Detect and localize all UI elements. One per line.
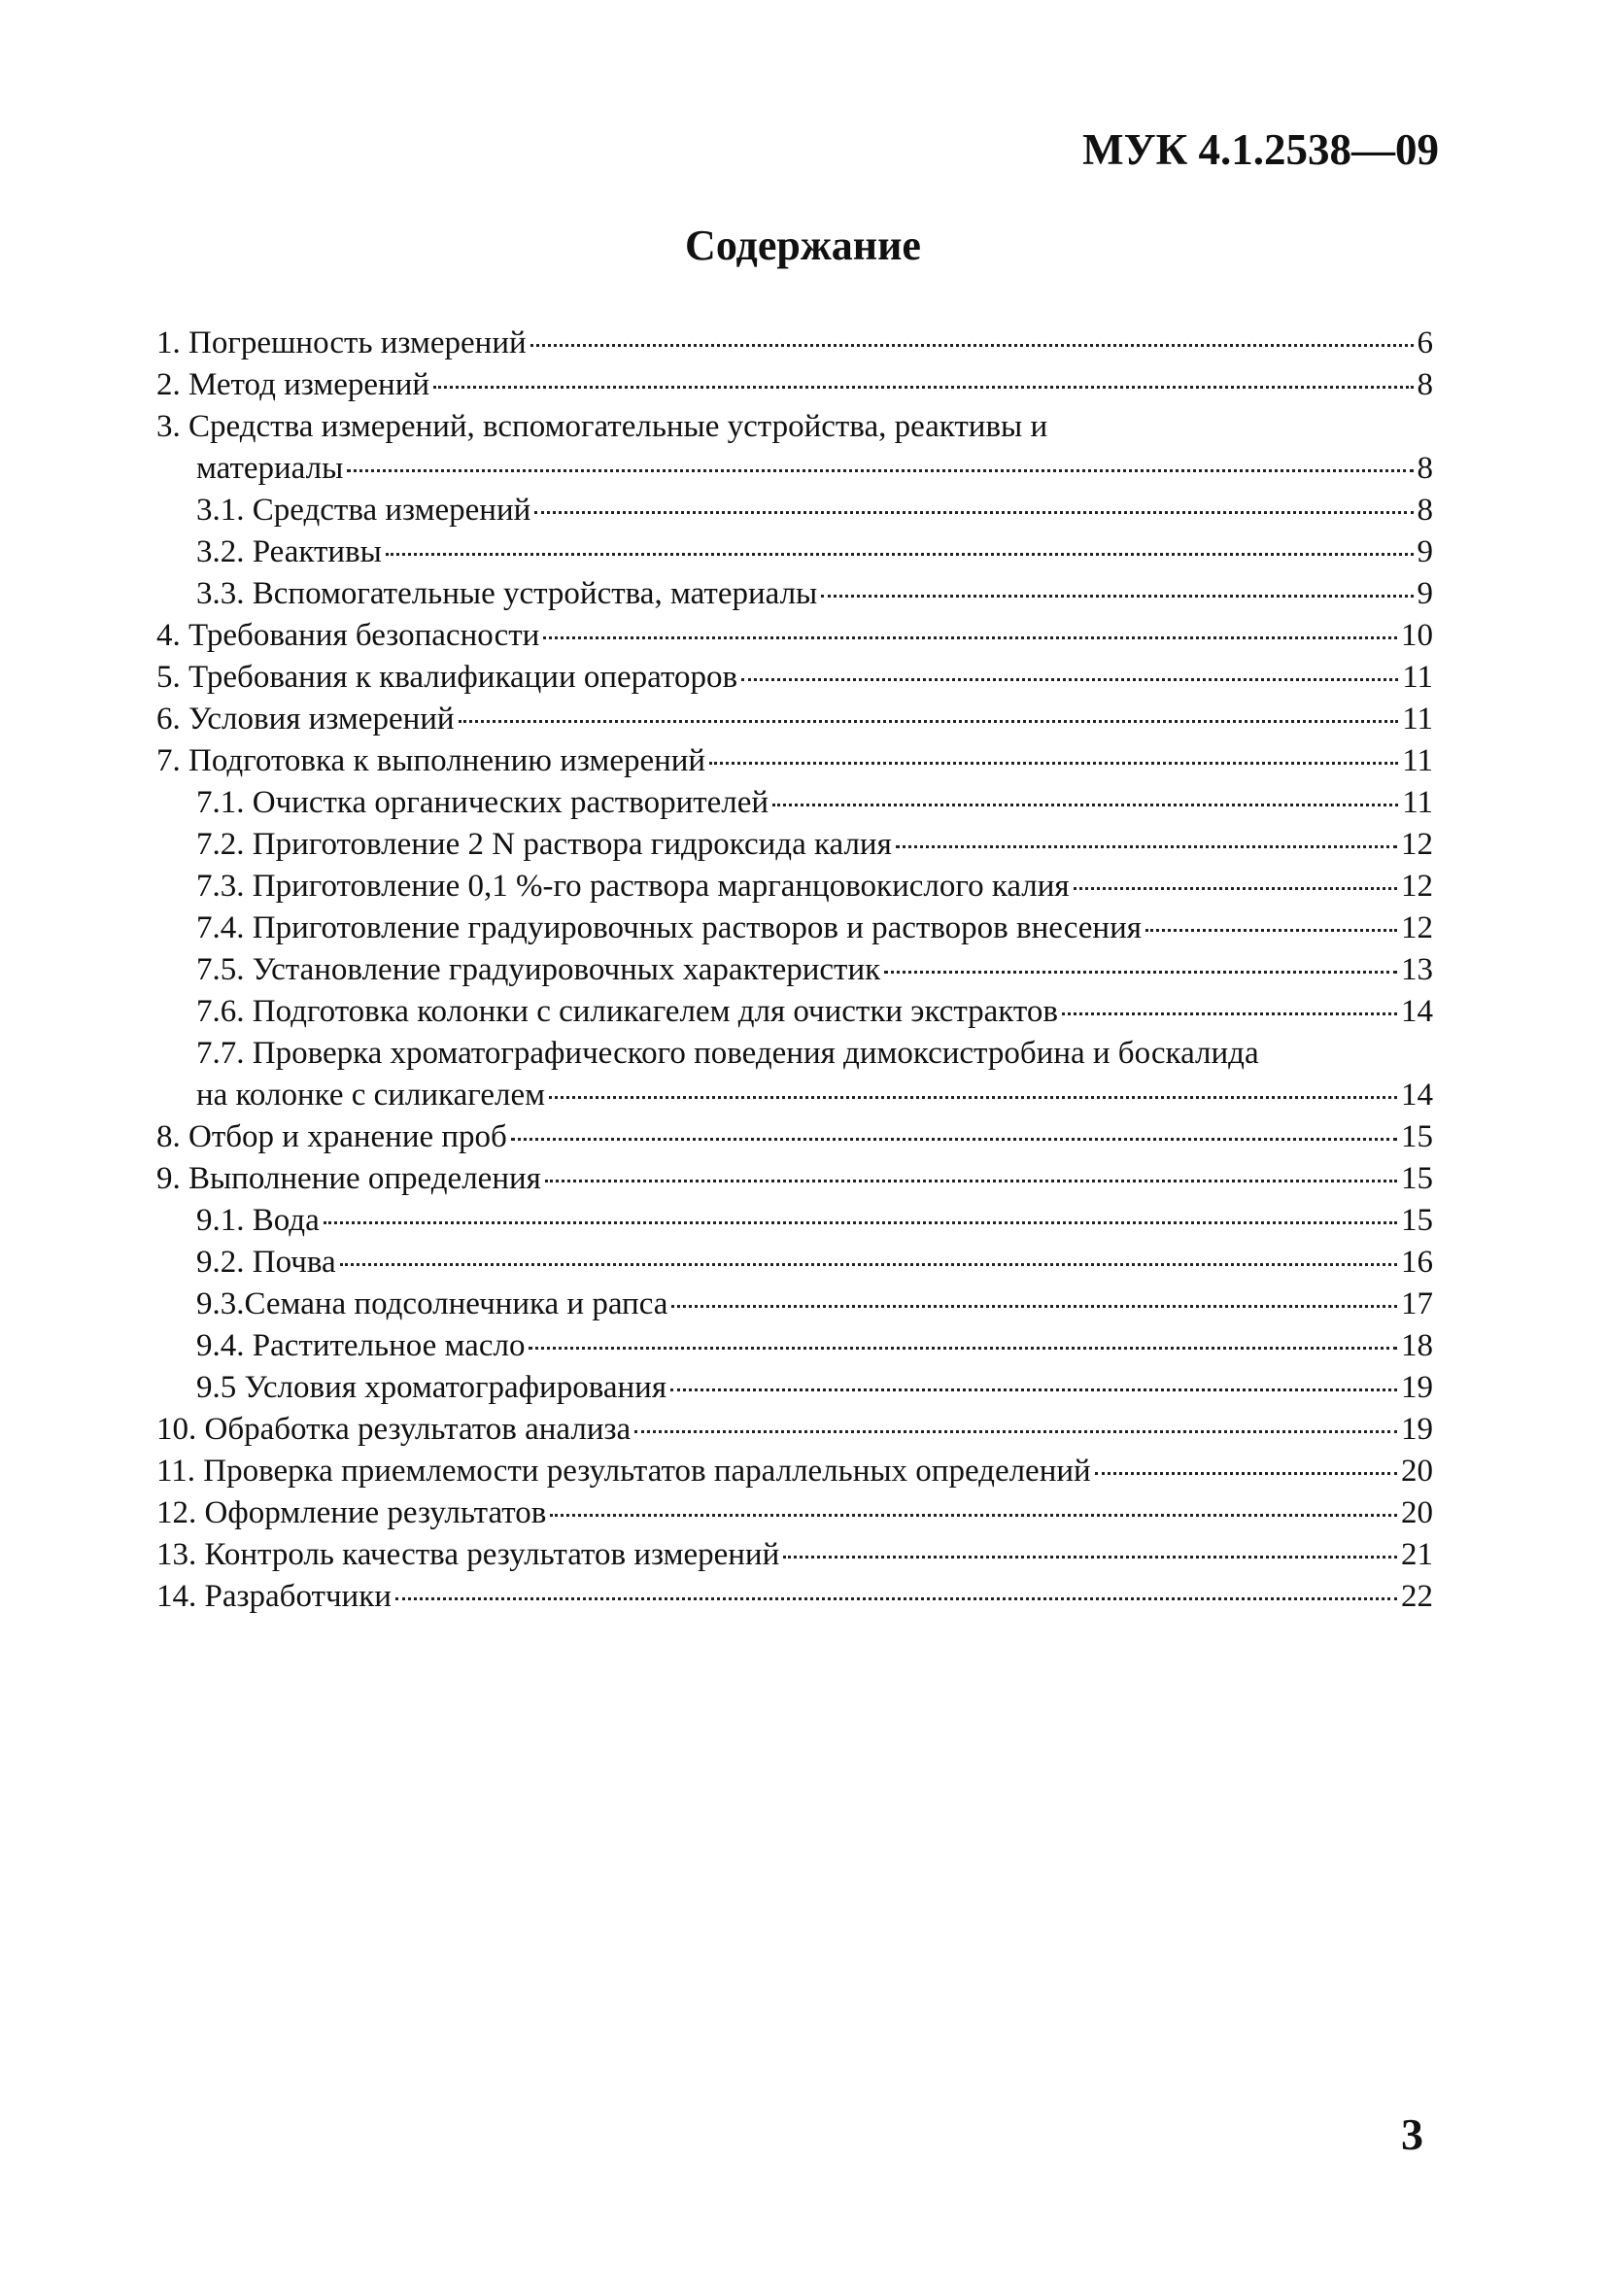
- leader-dots: [821, 595, 1413, 598]
- leader-dots: [433, 386, 1413, 389]
- leader-dots: [671, 1305, 1397, 1308]
- toc-entry-page: 8: [1417, 367, 1433, 402]
- toc-entry-title: 7.2. Приготовление 2 N раствора гидроксида калия: [196, 827, 892, 862]
- leader-dots: [1062, 1012, 1397, 1015]
- toc-entry-title-line1: 7.7. Проверка хроматографического поведения димоксистробина и боскалида: [196, 1036, 1259, 1071]
- toc-entry-7-5: [156, 949, 1433, 991]
- toc-entry-title: 3.1. Средства измерений: [196, 493, 531, 528]
- leader-dots: [324, 1221, 1397, 1224]
- toc-entry-title: 7.6. Подготовка колонки с силикагелем для очистки экстрактов: [196, 994, 1058, 1029]
- toc-entry-14: [156, 1576, 1433, 1618]
- leader-dots: [340, 1263, 1397, 1266]
- leader-dots: [634, 1430, 1397, 1433]
- toc-entry-6: [156, 699, 1433, 740]
- toc-entry-9-4: [156, 1325, 1433, 1367]
- toc-entry-title: 7.1. Очистка органических растворителей: [196, 785, 769, 820]
- toc-entry-page: 11: [1402, 702, 1433, 737]
- toc-entry-page: 15: [1401, 1203, 1433, 1238]
- toc-entry-title: 7.4. Приготовление градуировочных растворов и растворов внесения: [196, 910, 1142, 945]
- toc-entry-7-1: [156, 782, 1433, 824]
- table-of-contents: [156, 323, 1433, 1618]
- toc-entry-12: [156, 1492, 1433, 1534]
- toc-entry-page: 18: [1401, 1328, 1433, 1363]
- toc-entry-title: 9.1. Вода: [196, 1203, 320, 1238]
- leader-dots: [529, 1347, 1397, 1350]
- toc-entry-page: 13: [1401, 952, 1433, 987]
- toc-entry-title: 4. Требования безопасности: [156, 618, 540, 653]
- toc-entry-page: 20: [1401, 1454, 1433, 1489]
- leader-dots: [896, 845, 1397, 848]
- toc-entry-page: 11: [1402, 660, 1433, 695]
- toc-entry-title-line2: на колонке с силикагелем: [196, 1078, 545, 1113]
- toc-entry-title: 7. Подготовка к выполнению измерений: [156, 743, 706, 778]
- leader-dots: [347, 469, 1413, 472]
- toc-entry-title: 9.5 Условия хроматографирования: [196, 1370, 667, 1405]
- toc-entry-page: 14: [1401, 1078, 1433, 1113]
- toc-entry-page: 12: [1401, 910, 1433, 945]
- toc-entry-title: 3.3. Вспомогательные устройства, материалы: [196, 576, 818, 611]
- toc-entry-7-4: [156, 908, 1433, 949]
- leader-dots: [709, 762, 1398, 765]
- toc-entry-3-1: [156, 490, 1433, 531]
- toc-entry-title: 12. Оформление результатов: [156, 1495, 547, 1530]
- toc-entry-page: 8: [1417, 451, 1433, 486]
- toc-entry-page: 10: [1401, 618, 1433, 653]
- toc-entry-title: 7.3. Приготовление 0,1 %-го раствора марганцовокислого калия: [196, 869, 1070, 904]
- leader-dots: [549, 1096, 1397, 1099]
- leader-dots: [511, 1138, 1397, 1141]
- toc-entry-title: 11. Проверка приемлемости результатов параллельных определений: [156, 1454, 1091, 1489]
- toc-entry-9-5: [156, 1367, 1433, 1409]
- toc-entry-title: 9. Выполнение определения: [156, 1161, 541, 1196]
- toc-entry-title: 14. Разработчики: [156, 1579, 392, 1614]
- toc-entry-title: 10. Обработка результатов анализа: [156, 1412, 632, 1447]
- toc-entry-9-3: [156, 1284, 1433, 1325]
- toc-entry-page: 9: [1417, 576, 1433, 611]
- toc-entry-page: 19: [1401, 1370, 1433, 1405]
- leader-dots: [395, 1597, 1397, 1600]
- leader-dots: [545, 1180, 1397, 1182]
- leader-dots: [386, 553, 1414, 556]
- toc-entry-title: 9.2. Почва: [196, 1245, 336, 1280]
- page-title: Содержание: [685, 222, 921, 269]
- toc-entry-page: 14: [1401, 994, 1433, 1029]
- toc-entry-2: [156, 364, 1433, 406]
- toc-entry-11: [156, 1451, 1433, 1492]
- leader-dots: [530, 344, 1414, 347]
- toc-entry-page: 15: [1401, 1119, 1433, 1154]
- document-code: МУК 4.1.2538—09: [1082, 125, 1439, 174]
- toc-entry-title: 9.4. Растительное масло: [196, 1328, 526, 1363]
- toc-entry-3-3: [156, 573, 1433, 615]
- toc-entry-9-2: [156, 1242, 1433, 1284]
- leader-dots: [543, 636, 1397, 639]
- toc-entry-3-2: [156, 531, 1433, 573]
- toc-entry-title-line2: материалы: [196, 451, 344, 486]
- toc-entry-title: 7.5. Установление градуировочных характеристик: [196, 952, 881, 987]
- leader-dots: [783, 1556, 1397, 1559]
- toc-entry-10: [156, 1409, 1433, 1451]
- toc-entry-page: 22: [1401, 1579, 1433, 1614]
- leader-dots: [884, 971, 1397, 974]
- leader-dots: [772, 804, 1398, 806]
- leader-dots: [1095, 1472, 1397, 1475]
- toc-entry-page: 19: [1401, 1412, 1433, 1447]
- toc-entry-page: 11: [1402, 785, 1433, 820]
- toc-entry-8: [156, 1116, 1433, 1158]
- toc-entry-5: [156, 657, 1433, 699]
- toc-entry-page: 15: [1401, 1161, 1433, 1196]
- toc-entry-7-3: [156, 866, 1433, 908]
- leader-dots: [550, 1514, 1397, 1517]
- leader-dots: [670, 1388, 1397, 1391]
- toc-entry-9-1: [156, 1200, 1433, 1242]
- toc-entry-title: 2. Метод измерений: [156, 367, 430, 402]
- toc-entry-13: [156, 1534, 1433, 1576]
- toc-entry-title: 3.2. Реактивы: [196, 534, 382, 569]
- toc-entry-title: 13. Контроль качества результатов измерений: [156, 1537, 780, 1572]
- toc-entry-page: 11: [1402, 743, 1433, 778]
- toc-entry-title-line1: 3. Средства измерений, вспомогательные устройства, реактивы и: [156, 409, 1048, 444]
- toc-entry-page: 12: [1401, 827, 1433, 862]
- toc-entry-page: 12: [1401, 869, 1433, 904]
- toc-entry-9: [156, 1158, 1433, 1200]
- toc-entry-title: 1. Погрешность измерений: [156, 326, 527, 360]
- toc-entry-4: [156, 615, 1433, 657]
- toc-entry-7-2: [156, 824, 1433, 866]
- leader-dots: [1145, 929, 1397, 932]
- page-number: 3: [1401, 2109, 1423, 2159]
- leader-dots: [534, 511, 1413, 514]
- toc-entry-page: 21: [1401, 1537, 1433, 1572]
- toc-entry-title: 6. Условия измерений: [156, 702, 455, 737]
- leader-dots: [459, 720, 1399, 723]
- toc-entry-page: 9: [1417, 534, 1433, 569]
- leader-dots: [741, 678, 1398, 681]
- toc-entry-7-7: [156, 1033, 1433, 1116]
- toc-entry-title: 5. Требования к квалификации операторов: [156, 660, 738, 695]
- toc-entry-page: 16: [1401, 1245, 1433, 1280]
- toc-entry-7: [156, 740, 1433, 782]
- toc-entry-3: [156, 406, 1433, 490]
- toc-entry-page: 20: [1401, 1495, 1433, 1530]
- toc-entry-page: 8: [1417, 493, 1433, 528]
- toc-entry-page: 17: [1401, 1286, 1433, 1321]
- toc-entry-title: 9.3.Семана подсолнечника и рапса: [196, 1286, 668, 1321]
- toc-entry-page: 6: [1417, 326, 1433, 360]
- leader-dots: [1074, 887, 1397, 890]
- toc-entry-1: [156, 323, 1433, 364]
- toc-entry-7-6: [156, 991, 1433, 1033]
- toc-entry-title: 8. Отбор и хранение проб: [156, 1119, 507, 1154]
